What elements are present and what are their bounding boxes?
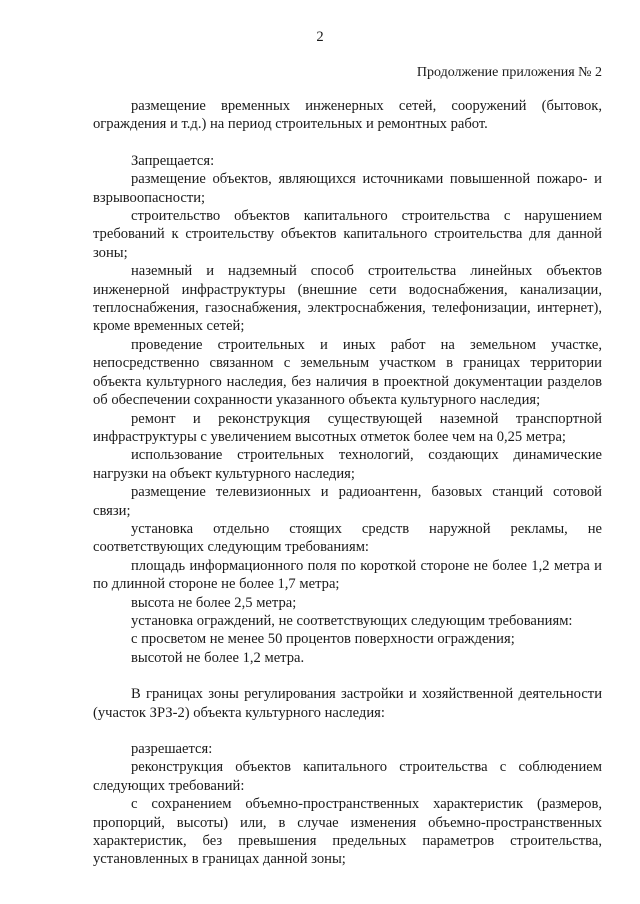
- appendix-header: Продолжение приложения № 2: [416, 65, 602, 80]
- paragraph-info-field-size: площадь информационного поля по короткой стороне не более 1,2 метра и по длинной стороне не более 1,7 метра;: [93, 557, 602, 593]
- paragraph-transport-repair: ремонт и реконструкция существующей наземной транспортной инфраструктуры с увеличением высотных отметок более чем на 0,25 метра;: [93, 410, 602, 445]
- paragraph-zone-zrz2: В границах зоны регулирования застройки и хозяйственной деятельности (участок ЗРЗ-2) объекта культурного наследия:: [93, 686, 602, 721]
- paragraph-fences: установка ограждений, не соответствующих следующим требованиям:: [131, 612, 573, 629]
- paragraph-advertising: установка отдельно стоящих средств наружной рекламы, не соответствующих следующим требованиям:: [93, 520, 602, 556]
- paragraph-fence-height: высотой не более 1,2 метра.: [131, 649, 305, 666]
- heading-permitted: разрешается:: [131, 741, 213, 757]
- spacer: [93, 134, 602, 152]
- document-body: [93, 97, 602, 869]
- paragraph-height-limit: высота не более 2,5 метра;: [131, 594, 297, 611]
- paragraph-reconstruction: реконструкция объектов капитального строительства с соблюдением следующих требований:: [93, 759, 602, 794]
- paragraph-fire-hazard: размещение объектов, являющихся источниками повышенной пожаро- и взрывоопасности;: [93, 171, 602, 206]
- paragraph-spatial-characteristics: с сохранением объемно-пространственных характеристик (размеров, пропорций, высоты) или, в случае изменения объемно-пространственных характеристик, без превышения предельных параметров строительства, установленных в границах данной зоны;: [93, 796, 602, 868]
- paragraph-antennas: размещение телевизионных и радиоантенн, базовых станций сотовой связи;: [93, 484, 602, 519]
- spacer: [93, 722, 602, 740]
- paragraph-capital-construction: строительство объектов капитального строительства с нарушением требований к строительству объектов капитального строительства для данной зоны;: [93, 208, 602, 261]
- paragraph-fence-clearance: с просветом не менее 50 процентов поверхности ограждения;: [131, 631, 515, 648]
- spacer: [93, 667, 602, 685]
- paragraph-dynamic-loads: использование строительных технологий, создающих динамические нагрузки на объект культурного наследия;: [93, 447, 602, 482]
- paragraph-linear-objects: наземный и надземный способ строительства линейных объектов инженерной инфраструктуры (внешние сети водоснабжения, канализации, теплоснабжения, газоснабжения, электроснабжения, телефонизации, интернет), кроме временных сетей;: [93, 263, 602, 335]
- paragraph-temporary-networks: размещение временных инженерных сетей, сооружений (бытовок, ограждения и т.д.) на период строительных и ремонтных работ.: [93, 98, 602, 133]
- heading-prohibited: Запрещается:: [131, 152, 215, 169]
- paragraph-construction-works: проведение строительных и иных работ на земельном участке, непосредственно связанном с земельным участком в границах территории объекта культурного наследия, без наличия в проектной документации разделов об обеспечении сохранности указанного объекта культурного наследия;: [93, 336, 602, 409]
- page-number: 2: [316, 29, 324, 45]
